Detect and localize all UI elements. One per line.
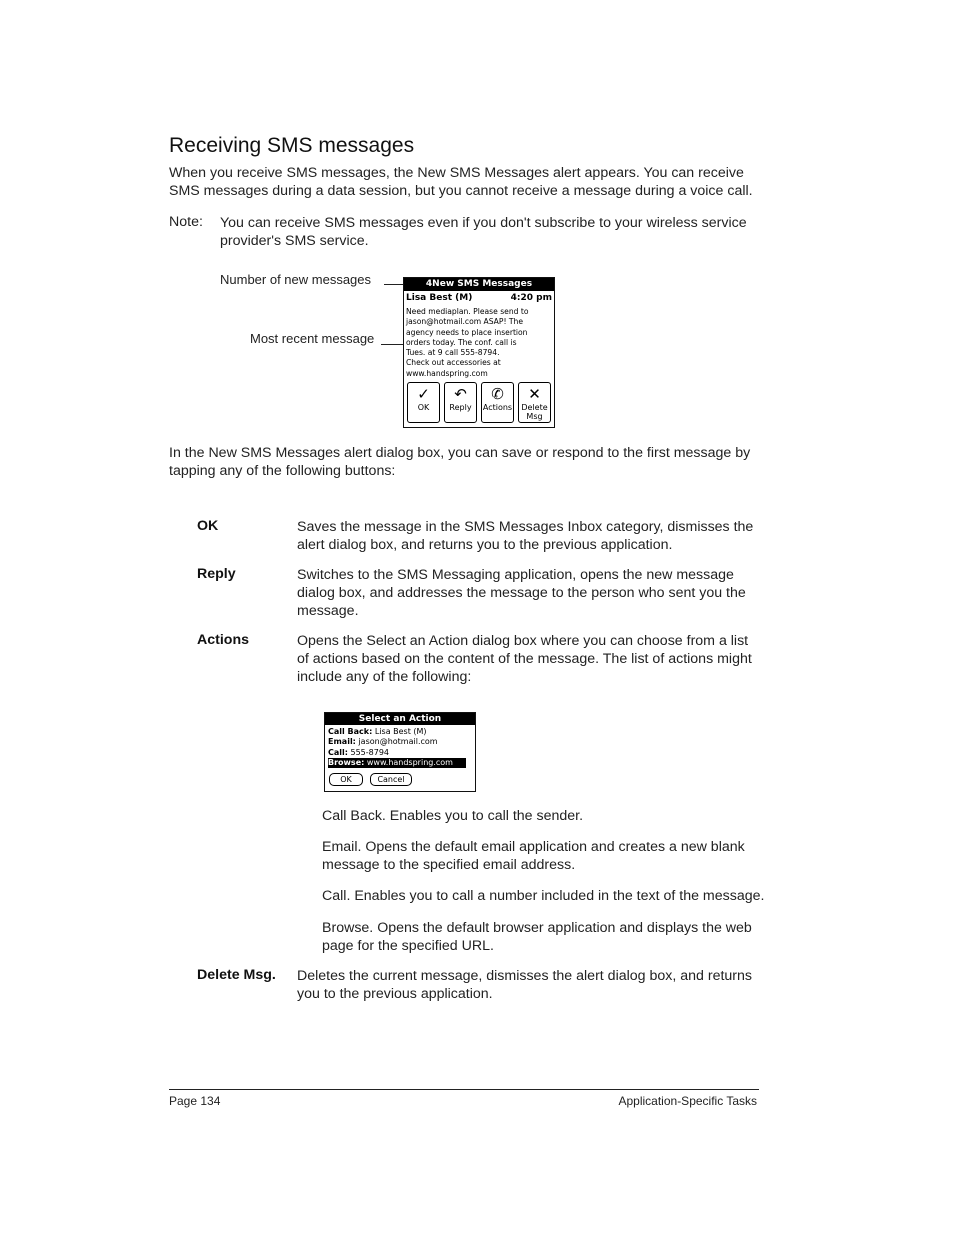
new-sms-alert-screenshot xyxy=(403,277,555,428)
select-action-ok-button[interactable]: OK xyxy=(329,773,363,786)
action-row-browse[interactable] xyxy=(328,758,466,768)
callout-number-of-new-messages: Number of new messages xyxy=(220,272,372,287)
definition-actions: Opens the Select an Action dialog box where you can choose from a list of actions based on the content of the message. The list of actions might include any of the following: xyxy=(297,633,752,685)
action-value: jason@hotmail.com xyxy=(358,737,438,747)
alert-title-bar: 4New SMS Messages xyxy=(404,278,554,291)
callout-line-number xyxy=(384,284,404,285)
definition-delete-msg: Deletes the current message, dismisses the alert dialog box, and returns you to the previous application. xyxy=(297,968,753,1002)
action-item-call: Call. Enables you to call a number included in the text of the message. xyxy=(322,888,765,904)
action-row-email[interactable] xyxy=(328,737,472,747)
note-label: Note: xyxy=(169,214,203,230)
actions-button-label: Actions xyxy=(482,403,513,412)
footer-rule xyxy=(169,1089,759,1090)
intro-paragraph: When you receive SMS messages, the New SMS Messages alert appears. You can receive SMS messages during a data session, but you cannot receive a message during a voice call. xyxy=(169,165,753,199)
definition-ok: Saves the message in the SMS Messages Inbox category, dismisses the alert dialog box, and returns you to the previous application. xyxy=(297,519,754,553)
term-ok: OK xyxy=(197,518,219,534)
action-label: Browse: xyxy=(328,757,365,767)
alert-message-line: Tues. at 9 call 555-8794. xyxy=(406,348,500,358)
dialog-intro-paragraph: In the New SMS Messages alert dialog box, you can save or respond to the first message by tapping any of the following buttons: xyxy=(169,445,751,479)
delete-msg-button[interactable] xyxy=(518,382,551,423)
reply-arrow-icon: ↶ xyxy=(454,385,467,403)
term-delete-msg: Delete Msg. xyxy=(197,967,276,983)
note-text: You can receive SMS messages even if you don't subscribe to your wireless service provider's SMS service. xyxy=(220,215,747,249)
actions-button[interactable] xyxy=(481,382,514,423)
action-value: Lisa Best (M) xyxy=(374,727,427,736)
page-title: Receiving SMS messages xyxy=(169,134,415,157)
alert-message-line: orders today. The conf. call is xyxy=(406,337,517,347)
alert-message-line: agency needs to place insertion xyxy=(406,327,528,337)
ok-button-label: OK xyxy=(417,403,430,412)
alert-message-line: Need mediaplan. Please send to xyxy=(406,307,529,316)
action-label: Call Back: xyxy=(328,727,373,736)
callout-most-recent-message: Most recent message xyxy=(250,331,375,346)
footer-section-title: Application-Specific Tasks xyxy=(618,1094,757,1108)
action-row-call-back[interactable] xyxy=(328,727,472,737)
alert-message-line: jason@hotmail.com ASAP! The xyxy=(406,317,524,327)
footer-page-number: Page 134 xyxy=(169,1094,221,1108)
definition-reply: Switches to the SMS Messaging application, opens the new message dialog box, and addresses the message to the person who sent you the message. xyxy=(297,567,746,619)
select-action-title-bar: Select an Action xyxy=(325,713,475,725)
action-item-email: Email. Opens the default email application and creates a new blank message to the specified email address. xyxy=(322,839,745,873)
action-label: Email: xyxy=(328,737,356,747)
alert-message-body xyxy=(404,307,554,379)
action-value: www.handspring.com xyxy=(366,757,453,767)
alert-sender: Lisa Best (M) xyxy=(406,293,473,303)
close-icon: ✕ xyxy=(528,385,541,403)
action-row-call[interactable] xyxy=(328,748,472,758)
action-value: 555-8794 xyxy=(350,747,390,757)
alert-time: 4:20 pm xyxy=(510,293,552,303)
reply-button[interactable] xyxy=(444,382,477,423)
alert-message-line: www.handspring.com xyxy=(406,368,488,378)
term-reply: Reply xyxy=(197,566,236,582)
action-label: Call: xyxy=(328,747,348,757)
reply-button-label: Reply xyxy=(449,403,472,412)
term-actions: Actions xyxy=(197,632,250,648)
ok-button[interactable] xyxy=(407,382,440,423)
delete-msg-button-label: Delete Msg xyxy=(521,403,548,421)
select-action-screenshot xyxy=(324,712,476,792)
phone-icon: ✆ xyxy=(491,385,504,403)
action-list xyxy=(325,725,475,768)
callout-line-recent xyxy=(381,344,405,345)
alert-message-line: Check out accessories at xyxy=(406,358,501,368)
checkmark-icon: ✓ xyxy=(417,385,430,403)
alert-sender-row xyxy=(404,291,554,307)
action-item-browse: Browse. Opens the default browser application and displays the web page for the specified URL. xyxy=(322,920,752,954)
action-item-call-back: Call Back. Enables you to call the sender. xyxy=(322,808,584,824)
select-action-cancel-button[interactable]: Cancel xyxy=(370,773,412,786)
